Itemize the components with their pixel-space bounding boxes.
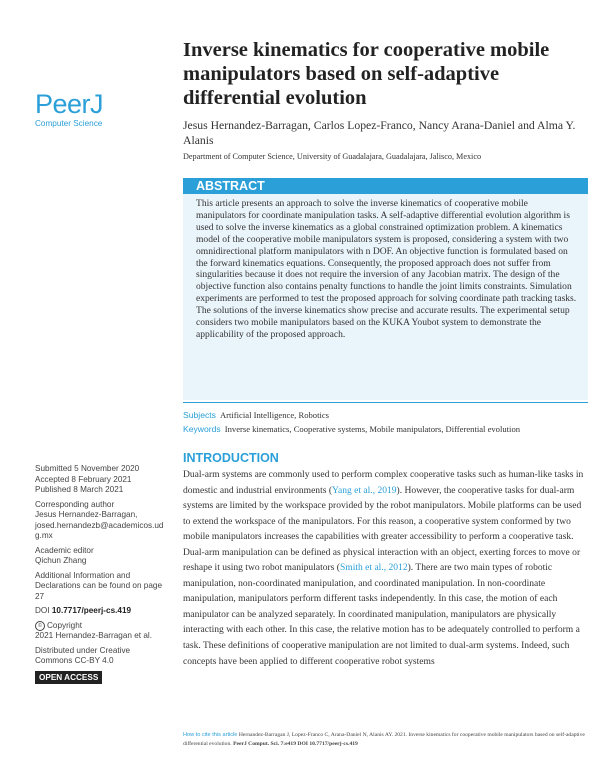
abstract-divider xyxy=(183,402,588,403)
journal-logo xyxy=(35,90,127,129)
intro-text-part: Dual-arm systems are commonly used to perform complex cooperative tasks such as human-like tasks in domestic and industrial environments ( xyxy=(183,469,584,496)
doi-label: DOI xyxy=(35,606,50,615)
citation-footer xyxy=(183,731,588,749)
editor-label: Academic editor xyxy=(35,545,94,555)
corresponding-author-name: Jesus Hernandez-Barragan, xyxy=(35,510,138,519)
subjects-value: Artificial Intelligence, Robotics xyxy=(219,410,330,420)
corresponding-author-email[interactable]: josed.hernandezb@academicos.udg.mx xyxy=(35,520,164,540)
article-sidebar xyxy=(35,464,165,688)
abstract-heading: ABSTRACT xyxy=(196,179,265,193)
doi-link[interactable]: 10.7717/peerj-cs.419 xyxy=(51,606,132,615)
subjects-label: Subjects xyxy=(183,410,216,420)
logo-brand: PeerJ xyxy=(35,89,104,119)
abstract-text xyxy=(196,198,578,341)
dates-block xyxy=(35,464,165,496)
citation-link[interactable]: Yang et al., 2019 xyxy=(332,484,397,496)
corresponding-author-label: Corresponding author xyxy=(35,499,115,509)
editor-block xyxy=(35,546,165,567)
logo-subtitle: Computer Science xyxy=(35,119,103,128)
published-date: Published 8 March 2021 xyxy=(35,485,124,494)
copyright-text: 2021 Hernandez-Barragan et al. xyxy=(35,631,152,641)
footer-label: How to cite this article xyxy=(183,732,238,738)
article-metadata xyxy=(183,408,588,436)
copyright-icon: © xyxy=(35,621,45,631)
open-access-badge: OPEN ACCESS xyxy=(35,671,102,684)
keywords-label: Keywords xyxy=(183,424,221,434)
corresponding-author-block xyxy=(35,500,165,542)
intro-text-part: ). However, the cooperative tasks for dual-arm systems are limited by the workspace provided by the robot manipulators. Mobile platforms can be used to extend the workspace of the manipulators. For this reason, a cooperative system conformed by two mobile manipulators increases the capabilities with greater accessibility to perform a cooperative task. Dual-arm manipulation can be defined as physical interaction with an object, exerting forces to move or reshape it using two robot manipulators ( xyxy=(183,484,582,574)
accepted-date: Accepted 8 February 2021 xyxy=(35,474,132,484)
article-title: Inverse kinematics for cooperative mobile manipulators based on self-adaptive differential evolution xyxy=(183,39,550,109)
introduction-text xyxy=(183,467,588,669)
subjects-row xyxy=(183,408,588,422)
keywords-value: Inverse kinematics, Cooperative systems, Mobile manipulators, Differential evolution xyxy=(224,424,521,434)
doi-block xyxy=(35,606,165,617)
copyright-block xyxy=(35,621,165,642)
footer-journal: PeerJ Comput. Sci. 7:e419 DOI 10.7717/peerj-cs.419 xyxy=(233,741,358,747)
introduction-paragraph xyxy=(183,467,588,669)
license-text: Distributed under Creative Commons CC-BY 4.0 xyxy=(35,645,131,666)
footer-citation: Hernandez-Barragan J, Lopez-Franco C, Arana-Daniel N, Alanis AY. 2021. Inverse kinematics for cooperative mobile manipulators based on self-adaptive differential evolution. xyxy=(183,732,585,747)
affiliation: Department of Computer Science, University of Guadalajara, Guadalajara, Jalisco, Mexico xyxy=(183,152,482,161)
submitted-date: Submitted 5 November 2020 xyxy=(35,464,140,473)
introduction-heading: INTRODUCTION xyxy=(183,451,279,465)
author-list: Jesus Hernandez-Barragan, Carlos Lopez-Franco, Nancy Arana-Daniel and Alma Y. Alanis xyxy=(183,119,576,147)
keywords-row xyxy=(183,422,588,436)
copyright-label: Copyright xyxy=(47,620,83,630)
citation-link[interactable]: Smith et al., 2012 xyxy=(339,562,408,574)
editor-name: Qichun Zhang xyxy=(35,556,87,565)
intro-text-part: ). There are two main types of robotic manipulation, non-coordinated manipulation, and coordinated manipulation. In non-coordinate manipulation, manipulators perform different tasks independently. In this case, the motion of each manipulator can be analyzed separately. In coordinated manipulation, manipulators are physically interacting with each other. In this case, the relative motion has to be adequately controlled to perform a task. These definitions of cooperative manipulation are not limited to dual-arm systems. Indeed, such concepts have been applied to different cooperative robot systems xyxy=(183,562,580,667)
abstract-paragraph: This article presents an approach to solve the inverse kinematics of cooperative mobile manipulators for coordinate manipulation tasks. A self-adaptive differential evolution algorithm is used to solve the inverse kinematics as a global constrained optimization problem. A kinematics model of the cooperative mobile manipulators system is proposed, considering a system with two omnidirectional platform manipulators with n DOF. An objective function is formulated based on the forward kinematics equations. Consequently, the proposed approach does not suffer from singularities because it does not require the inversion of any Jacobian matrix. The design of the objective function also contains penalty functions to handle the joint limits constraints. Simulation experiments are performed to test the proposed approach for solving coordinate path tracking tasks. The solutions of the inverse kinematics show precise and accurate results. The experimental setup considers two mobile manipulators based on the KUKA Youbot system to demonstrate the applicability of the proposed approach. xyxy=(196,198,577,340)
additional-info[interactable]: Additional Information and Declarations can be found on page 27 xyxy=(35,570,162,601)
